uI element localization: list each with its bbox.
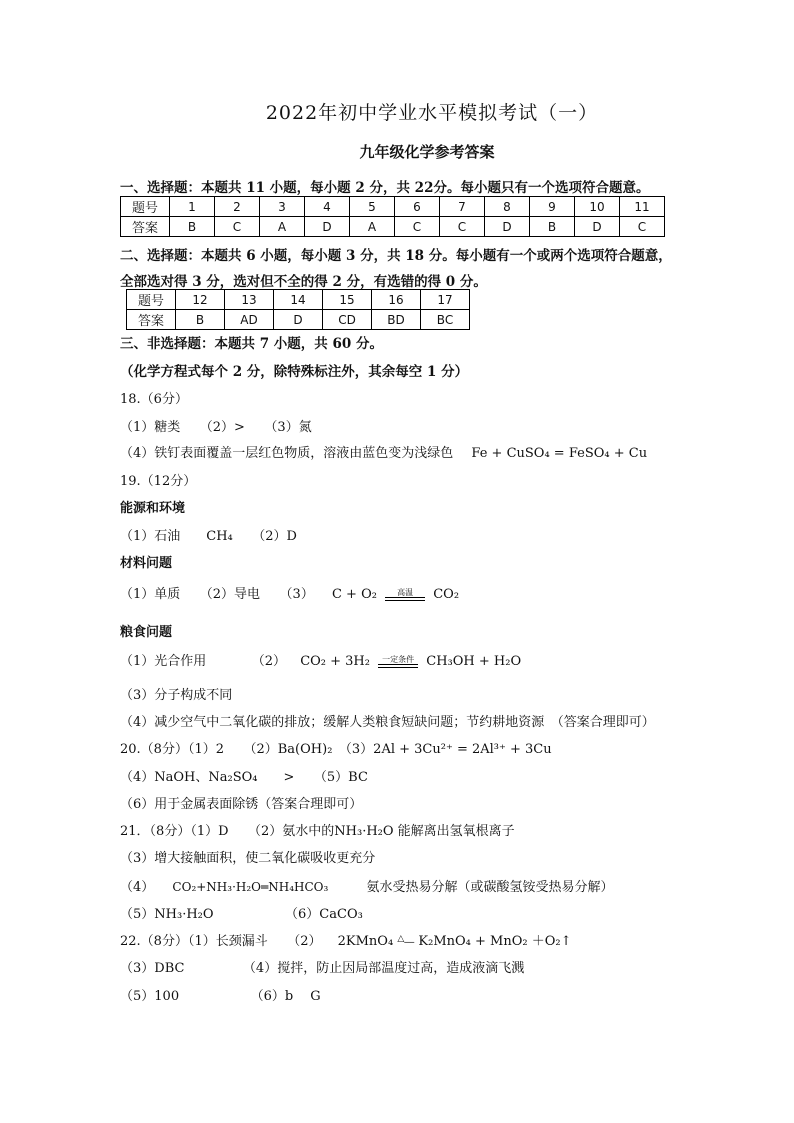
question-number: 1 [170,197,215,217]
question-number: 9 [530,197,575,217]
q22-eq-left: 2KMnO₄ [337,934,394,949]
section3-heading: 三、非选择题：本题共 7 小题，共 60 分。 [120,336,383,352]
q22-line3: （5）100 （6）b G [120,989,321,1004]
q19-food-line5: （4）减少空气中二氧化碳的排放；缓解人类粮食短缺问题；节约耕地资源 （答案合理即可） [120,715,655,730]
q18-answers-line1: （1）糖类 （2）> （3）氮 [120,420,312,435]
page-subtitle: 九年级化学参考答案 [359,143,495,161]
q19-subheading-energy: 能源和环境 [120,501,186,516]
answer-cell: C [440,217,485,237]
q21-line3 [120,876,613,895]
section2-answer-table [126,289,470,330]
q19-eq3-right: CH₃OH + H₂O [426,654,522,669]
equation-condition-equals [385,588,425,601]
q19-subheading-materials: 材料问题 [120,556,173,571]
question-number: 7 [440,197,485,217]
question-number: 4 [305,197,350,217]
answer-cell: CD [323,310,372,330]
answer-cell: D [305,217,350,237]
q22-line2: （3）DBC （4）搅拌，防止因局部温度过高，造成液滴飞溅 [120,961,525,976]
q18-equation: Fe + CuSO₄ = FeSO₄ + Cu [471,446,648,461]
answer-cell: B [176,310,225,330]
question-number: 14 [274,290,323,310]
q19-subheading-food: 粮食问题 [120,625,173,640]
q20-line2: （4）NaOH、Na₂SO₄ > （5）BC [120,770,368,785]
table-row [127,310,470,330]
section1-heading: 一、选择题：本题共 11 小题，每小题 2 分，共 22分。每小题只有一个选项符合题意。 [120,180,650,196]
answer-cell: B [530,217,575,237]
question-number: 6 [395,197,440,217]
q20-line3: （6）用于金属表面除锈（答案合理即可） [120,797,363,812]
question-number: 13 [225,290,274,310]
q19-food-answers [120,650,521,669]
q21-line3-text: 氨水受热易分解（或碳酸氢铵受热易分解） [366,880,614,895]
table-row [127,290,470,310]
table-row [121,197,665,217]
question-number: 8 [485,197,530,217]
question-number: 11 [620,197,665,217]
section1-answer-table [120,196,665,237]
condition-text: 高温 [397,588,414,597]
q21-equation: CO₂+NH₃·H₂O═NH₄HCO₃ [172,880,329,894]
question-number: 2 [215,197,260,217]
answer-cell: C [620,217,665,237]
q19-energy-answers: （1）石油 CH₄ （2）D [120,529,297,544]
q20-line1: 20.（8分）（1）2 （2）Ba(OH)₂ （3）2Al + 3Cu²⁺ = 2Al³⁺ + 3Cu [120,742,552,757]
answer-cell: D [485,217,530,237]
answer-cell: D [575,217,620,237]
q19-materials-text: （1）单质 （2）导电 （3） [120,587,314,602]
section2-heading-line1: 二、选择题：本题共 6 小题，每小题 3 分，共 18 分。每小题有一个或两个选项符合题意， [120,248,672,264]
table-row [121,217,665,237]
q22-line1-text: 22.（8分）（1）长颈漏斗 （2） [120,934,322,949]
q21-line1: 21．（8分）（1）D （2）氨水中的NH₃·H₂O 能解离出氢氧根离子 [120,824,515,839]
table-row-label: 题号 [127,290,176,310]
answer-cell: A [260,217,305,237]
q19-heading: 19.（12分） [120,474,197,489]
condition-text: 一定条件 [382,655,415,664]
question-number: 3 [260,197,305,217]
question-number: 15 [323,290,372,310]
q21-line2: （3）增大接触面积，使二氧化碳吸收更充分 [120,851,376,866]
q19-eq2-left: C + O₂ [331,587,377,602]
q18-heading: 18.（6分） [120,392,188,407]
section3-note: （化学方程式每个 2 分，除特殊标注外，其余每空 1 分） [120,364,469,380]
q19-materials-answers [120,583,459,602]
question-number: 12 [176,290,225,310]
section2-heading-line2: 全部选对得 3 分，选对但不全的得 2 分，有选错的得 0 分。 [120,274,487,290]
q19-eq3-left: CO₂ + 3H₂ [300,654,370,669]
answer-cell: A [350,217,395,237]
q22-line1: 22.（8分）（1）长颈漏斗 （2） 2KMnO₄ △― K₂MnO₄ + MnO₂ ＋O₂↑ [120,934,572,949]
q18-answer-text: （4）铁钉表面覆盖一层红色物质，溶液由蓝色变为浅绿色 [120,446,454,461]
q22-eq-right: K₂MnO₄ + MnO₂ ＋O₂↑ [418,934,572,949]
answer-cell: D [274,310,323,330]
question-number: 16 [372,290,421,310]
q19-food-line4: （3）分子构成不同 [120,688,233,703]
answer-cell: BD [372,310,421,330]
answer-cell: AD [225,310,274,330]
answer-cell: C [215,217,260,237]
q18-answers-line2 [120,442,647,461]
answer-cell: B [170,217,215,237]
q21-line4: （5）NH₃·H₂O （6）CaCO₃ [120,907,363,922]
answer-cell: C [395,217,440,237]
q21-line3-label: （4） [120,880,155,895]
q19-eq2-right: CO₂ [433,587,460,602]
question-number: 5 [350,197,395,217]
table-row-label: 题号 [121,197,170,217]
answer-cell: BC [421,310,470,330]
table-row-label: 答案 [121,217,170,237]
question-number: 17 [421,290,470,310]
q19-food-text: （1）光合作用 （2） [120,654,287,669]
table-row-label: 答案 [127,310,176,330]
heat-condition-icon: △ [397,934,405,944]
equation-condition-equals [378,655,418,668]
page-title: 2022年初中学业水平模拟考试（一） [265,102,599,124]
question-number: 10 [575,197,620,217]
